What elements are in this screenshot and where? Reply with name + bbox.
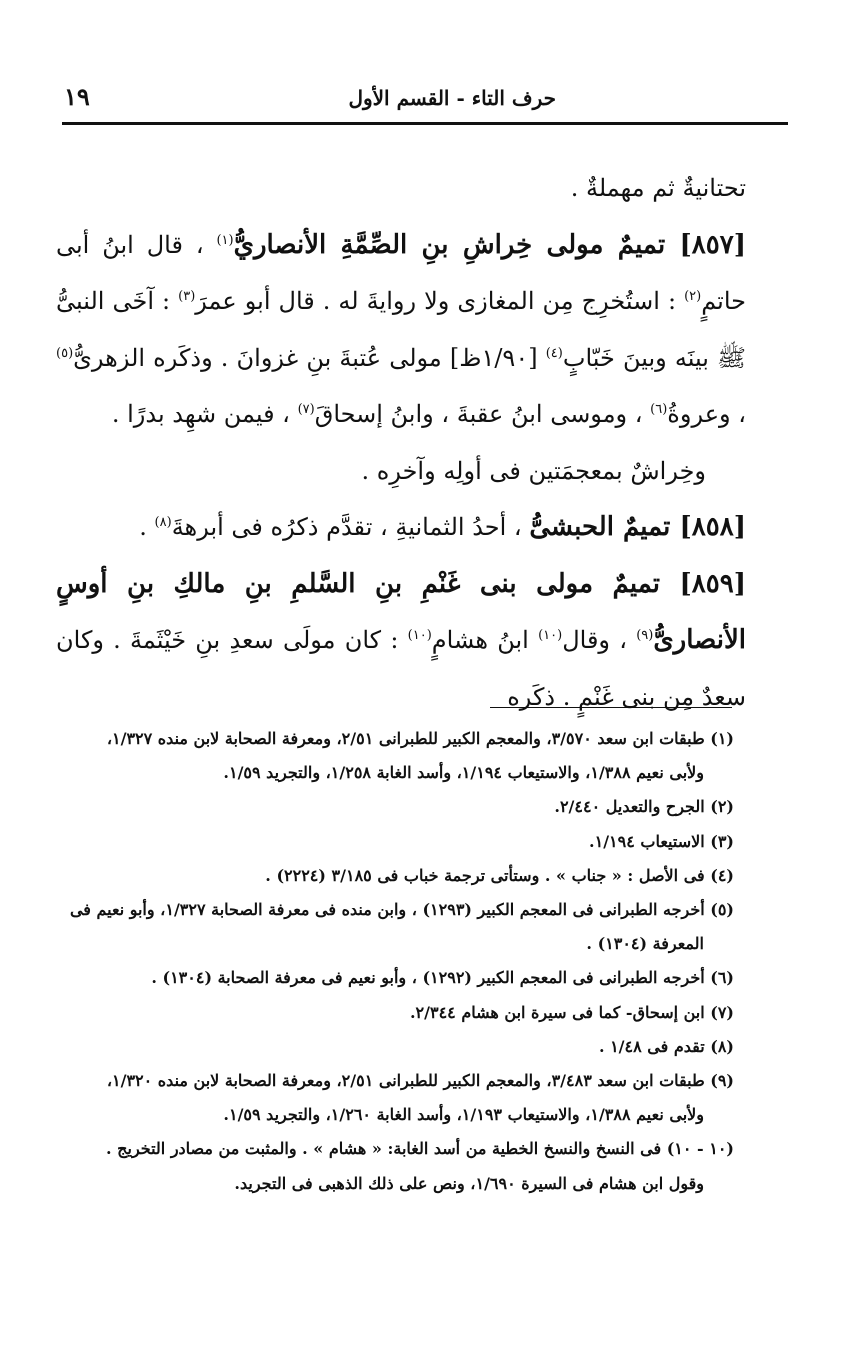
- footnote-3: (٣) الاستيعاب ١/١٩٤.: [589, 831, 734, 851]
- entry-859: [56, 556, 746, 726]
- footnote-separator: [490, 707, 732, 708]
- footnote-6: (٦) أخرجه الطبرانى فى المعجم الكبير (١٢٩٢) ، وأبو نعيم فى معرفة الصحابة (١٣٠٤) .: [151, 968, 734, 988]
- page-number: ١٩: [64, 82, 90, 111]
- entry-858-text-2: .: [139, 513, 155, 541]
- footnote-8: (٨) تقدم فى ١/٤٨ .: [598, 1036, 734, 1056]
- entry-857: [56, 217, 746, 443]
- footnote-ref-10-close: (١٠): [407, 628, 432, 643]
- entry-857-text-4: [١/٩٠ظ] مولى عُتبةَ بنِ غزوانَ . وذكَره الزهرىُّ: [73, 343, 546, 372]
- footnote-10: (١٠ - ١٠) فى النسخ والنسخ الخطية من أسد الغابة: « هشام » . والمثبت من مصادر التخريج .: [106, 1139, 734, 1159]
- footnote-ref-5: (٥): [56, 345, 74, 361]
- footnote-ref-3: (٣): [178, 289, 196, 304]
- footnote-ref-7: (٧): [297, 402, 315, 417]
- footnote-ref-2: (٢): [684, 289, 702, 304]
- footnote-ref-6: (٦): [650, 402, 668, 417]
- page-header: [62, 80, 788, 116]
- footnote-ref-8: (٨): [154, 515, 172, 530]
- entry-857-text-2: : استُخرِج مِن المغازى ولا روايةَ له . قال أبو عمرَ: [195, 287, 685, 315]
- entry-857-text-6: ، وموسى ابنُ عقبةَ ، وابنُ إسحاقَ: [314, 400, 651, 428]
- footnote-2: (٢) الجرح والتعديل ٢/٤٤٠.: [554, 797, 734, 817]
- header-rule: [62, 122, 788, 125]
- entry-857-text-5: ، وعروةُ: [667, 400, 746, 428]
- khirash-note: [56, 443, 746, 500]
- footnote-7: (٧) ابن إسحاق- كما فى سيرة ابن هشام ٢/٣٤٤.: [409, 1002, 734, 1022]
- continuation-text: تحتانيةٌ ثم مهملةٌ .: [570, 174, 746, 202]
- entry-858: [56, 499, 746, 556]
- entry-857-text-3: : آخَى النبىُّ ﷺ بينَه وبينَ خَبّابٍ: [56, 287, 746, 372]
- footnote-ref-10-open: (١٠): [538, 628, 563, 643]
- entry-859-heading: [٨٥٩] تميمٌ مولى بنى غَنْمِ بنِ السَّلمِ بنِ مالكِ بنِ أوسٍ الأنصارىُّ: [56, 568, 746, 655]
- footnote-ref-4: (٤): [545, 345, 563, 361]
- entry-857-text-1: ، قال ابنُ أبى حاتمٍ: [56, 230, 747, 315]
- footnote-9: (٩) طبقات ابن سعد ٣/٤٨٣، والمعجم الكبير للطبرانى ٢/٥١، ومعرفة الصحابة لابن منده ١/٣٢٠،: [106, 1071, 734, 1091]
- footnote-5-continued: المعرفة (١٣٠٤) .: [586, 934, 704, 954]
- running-title: حرف التاء - القسم الأول: [348, 86, 556, 110]
- footnote-10-continued: وقول ابن هشام فى السيرة ١/٦٩٠، ونص على ذلك الذهبى فى التجريد.: [234, 1173, 704, 1193]
- footnote-9-continued: ولأبى نعيم ١/٣٨٨، والاستيعاب ١/١٩٣، وأسد الغابة ١/٢٦٠، والتجريد ١/٥٩.: [223, 1105, 704, 1125]
- footnote-1: (١) طبقات ابن سعد ٣/٥٧٠، والمعجم الكبير للطبرانى ٢/٥١، ومعرفة الصحابة لابن منده ١/٣٢٧،: [106, 729, 734, 748]
- entry-858-heading: [٨٥٨] تميمٌ الحبشىُّ: [529, 512, 746, 542]
- footnote-ref-9: (٩): [636, 628, 654, 643]
- entry-857-heading: [٨٥٧] تميمٌ مولى خِراشِ بنِ الصِّمَّةِ الأنصاريُّ: [233, 229, 747, 260]
- continuation-line: [56, 160, 746, 217]
- khirash-note-text: وخِراشٌ بمعجمَتين فى أولِه وآخرِه .: [361, 456, 706, 485]
- entry-859-text-1: ، وقال: [562, 626, 637, 654]
- footnote-1-continued: ولأبى نعيم ١/٣٨٨، والاستيعاب ١/١٩٤، وأسد الغابة ١/٢٥٨، والتجريد ١/٥٩.: [223, 763, 704, 783]
- entry-857-text-7: ، فيمن شهِد بدرًا .: [111, 400, 298, 428]
- footnote-ref-1: (١): [216, 232, 234, 248]
- main-text: [56, 160, 746, 725]
- entry-859-text-2: ابنُ هشامٍ: [431, 626, 539, 654]
- entry-859-text-3: : كان مولَى سعدِ بنِ خَيْثَمةَ . وكان سعدٌ مِن بنى غَنْمٍ . ذكَره: [56, 626, 746, 711]
- entry-858-text-1: ، أحدُ الثمانيةِ ، تقدَّم ذكرُه فى أبرهةَ: [171, 513, 530, 541]
- footnote-4: (٤) فى الأصل : « جناب » . وستأتى ترجمة خباب فى ٣/١٨٥ (٢٢٢٤) .: [265, 865, 734, 885]
- footnotes: [26, 722, 734, 1201]
- footnote-5: (٥) أخرجه الطبرانى فى المعجم الكبير (١٢٩٣) ، وابن منده فى معرفة الصحابة ١/٣٢٧، وأبو نعيم فى: [69, 900, 734, 920]
